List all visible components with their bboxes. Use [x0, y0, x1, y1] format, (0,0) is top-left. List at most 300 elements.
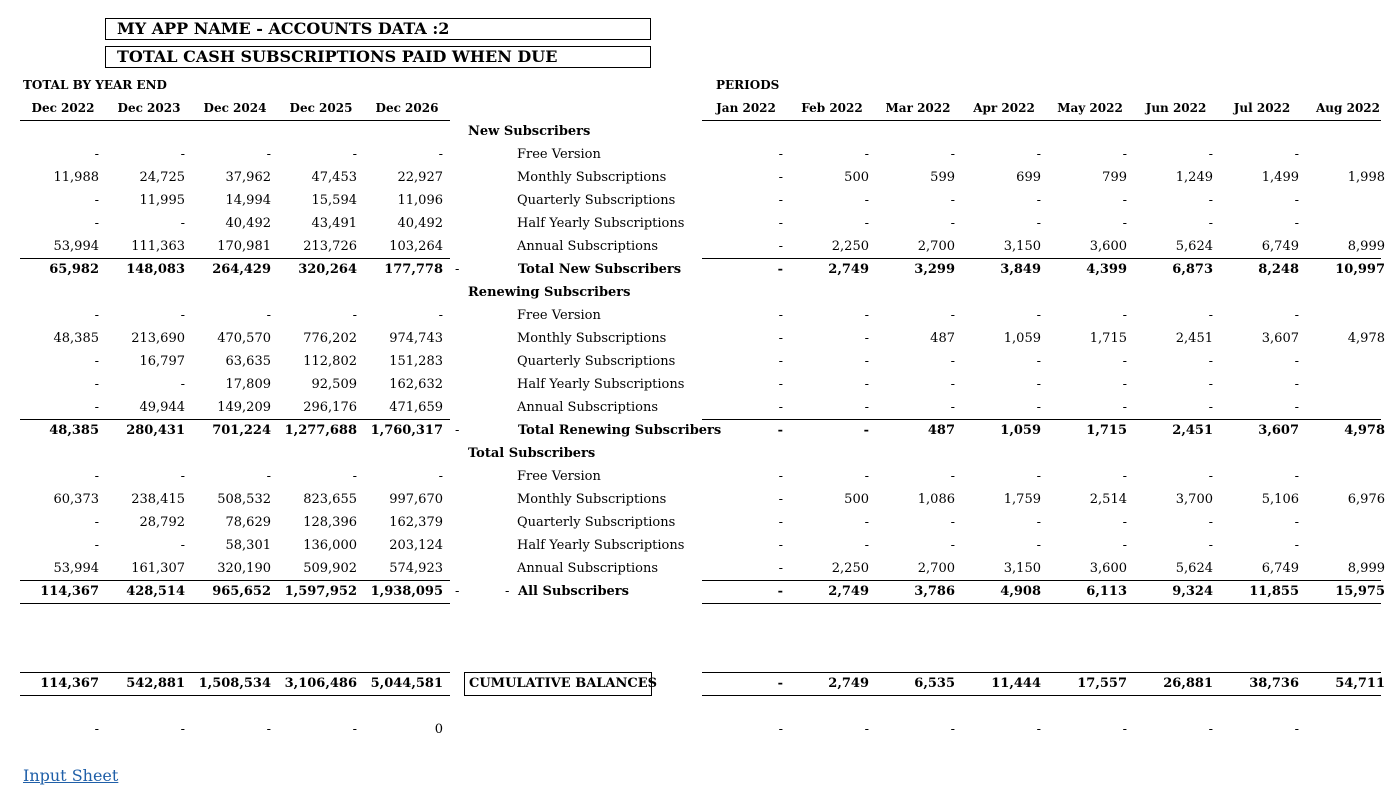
row-label: Free Version	[517, 147, 601, 162]
cumulative-period-cell: 26,881	[1163, 676, 1213, 691]
period-header: Jun 2022	[1145, 101, 1207, 115]
row-label: Quarterly Subscriptions	[517, 515, 676, 530]
period-cell: 3,700	[1175, 492, 1213, 507]
header-rule-right	[702, 120, 1381, 121]
year-cell: 11,995	[139, 193, 185, 208]
period-cell: 6,749	[1261, 561, 1299, 576]
year-cell: 974,743	[389, 331, 443, 346]
period-cell: 2,451	[1175, 331, 1213, 346]
period-cell: -	[1122, 400, 1127, 415]
table-row	[0, 147, 1381, 167]
period-cell: -	[950, 377, 955, 392]
period-cell: -	[778, 400, 783, 415]
period-cell: 3,600	[1089, 561, 1127, 576]
year-cell: -	[94, 377, 99, 392]
year-cell: 320,190	[217, 561, 271, 576]
period-cell: -	[950, 515, 955, 530]
year-cell: 162,632	[389, 377, 443, 392]
period-cell: 3,607	[1258, 423, 1299, 438]
period-cell: -	[1122, 308, 1127, 323]
year-cell: -	[438, 147, 443, 162]
period-cell: -	[1036, 216, 1041, 231]
period-cell: 3,607	[1261, 331, 1299, 346]
year-header: Dec 2024	[203, 101, 267, 115]
rule-cum-top-left	[20, 672, 450, 673]
period-cell: -	[778, 377, 783, 392]
year-cell: -	[94, 308, 99, 323]
period-cell: -	[1294, 377, 1299, 392]
period-cell: 10,997	[1335, 262, 1385, 277]
year-cell: 114,367	[40, 584, 99, 599]
period-cell: -	[1036, 469, 1041, 484]
check-year-cell: -	[94, 722, 99, 737]
table-row	[0, 331, 1385, 351]
rule-total-renewing-left	[20, 419, 450, 420]
table-row	[0, 515, 1381, 535]
row-label: Free Version	[517, 469, 601, 484]
period-header: Feb 2022	[801, 101, 863, 115]
period-cell: -	[1122, 538, 1127, 553]
period-cell: 3,849	[1000, 262, 1041, 277]
table-row	[0, 722, 1381, 742]
period-cell: -	[1294, 308, 1299, 323]
period-cell: -	[778, 216, 783, 231]
period-cell: -	[1122, 147, 1127, 162]
row-label: Total Renewing Subscribers	[518, 423, 722, 438]
period-cell: 1,249	[1175, 170, 1213, 185]
rule-total-new-right	[702, 258, 1381, 259]
period-cell: 500	[844, 492, 869, 507]
year-end-heading: TOTAL BY YEAR END	[23, 78, 167, 92]
check-year-cell: 0	[434, 722, 443, 737]
table-row	[0, 400, 1381, 420]
period-cell: 3,786	[914, 584, 955, 599]
year-cell: 177,778	[384, 262, 443, 277]
row-label: Half Yearly Subscriptions	[517, 216, 685, 231]
period-cell: 487	[930, 331, 955, 346]
period-cell: -	[778, 331, 783, 346]
cumulative-period-cell: 54,711	[1335, 676, 1385, 691]
table-row	[0, 216, 1381, 236]
year-cell: 508,532	[217, 492, 271, 507]
year-cell: 509,902	[303, 561, 357, 576]
table-row	[0, 561, 1385, 581]
period-cell: 5,624	[1175, 239, 1213, 254]
period-cell: -	[1208, 469, 1213, 484]
year-cell: 103,264	[389, 239, 443, 254]
period-cell: 1,086	[917, 492, 955, 507]
rule-total-renewing-right	[702, 419, 1381, 420]
year-header: Dec 2023	[117, 101, 181, 115]
year-cell: 1,277,688	[284, 423, 357, 438]
period-cell: 1,499	[1261, 170, 1299, 185]
rule-cum-top-right	[702, 672, 1381, 673]
row-label: Annual Subscriptions	[517, 400, 659, 415]
year-cell: -	[94, 538, 99, 553]
year-cell: -	[266, 469, 271, 484]
period-cell: 8,999	[1347, 239, 1385, 254]
period-cell: 8,999	[1347, 561, 1385, 576]
input-sheet-link[interactable]: Input Sheet	[23, 766, 119, 785]
period-cell: -	[1208, 193, 1213, 208]
year-cell: -	[180, 308, 185, 323]
check-period-cell: -	[778, 722, 783, 737]
row-label: Annual Subscriptions	[517, 239, 659, 254]
check-period-cell: -	[1294, 722, 1299, 737]
period-cell: 487	[927, 423, 955, 438]
period-cell: 3,600	[1089, 239, 1127, 254]
period-cell: -	[1036, 354, 1041, 369]
period-cell: -	[864, 331, 869, 346]
cumulative-year-cell: 1,508,534	[198, 676, 271, 691]
period-cell: -	[1294, 193, 1299, 208]
year-cell: 1,938,095	[370, 584, 443, 599]
year-cell: 22,927	[397, 170, 443, 185]
period-cell: 3,299	[914, 262, 955, 277]
year-cell: -	[94, 216, 99, 231]
period-cell: -	[1208, 515, 1213, 530]
year-cell: 213,690	[131, 331, 185, 346]
period-cell: -	[777, 423, 783, 438]
report-title: TOTAL CASH SUBSCRIPTIONS PAID WHEN DUE	[105, 46, 651, 68]
period-cell: 1,715	[1086, 423, 1127, 438]
year-cell: 37,962	[225, 170, 271, 185]
period-cell: -	[864, 538, 869, 553]
table-row	[0, 469, 1381, 489]
year-cell: -	[180, 538, 185, 553]
period-header: Jan 2022	[716, 101, 776, 115]
periods-heading: PERIODS	[716, 78, 780, 92]
period-cell: -	[950, 193, 955, 208]
separator-dash: -	[455, 423, 460, 438]
period-cell: -	[864, 515, 869, 530]
period-cell: -	[778, 239, 783, 254]
year-cell: 28,792	[139, 515, 185, 530]
year-cell: 1,760,317	[370, 423, 443, 438]
period-header: Apr 2022	[973, 101, 1035, 115]
year-cell: -	[180, 216, 185, 231]
period-cell: 6,749	[1261, 239, 1299, 254]
period-cell: -	[1122, 354, 1127, 369]
table-row	[0, 492, 1385, 512]
year-cell: 24,725	[139, 170, 185, 185]
cumulative-period-cell: 6,535	[914, 676, 955, 691]
rule-all-top-left	[20, 580, 450, 581]
table-row	[0, 262, 1385, 282]
period-cell: -	[950, 354, 955, 369]
year-cell: 965,652	[212, 584, 271, 599]
period-cell: -	[778, 538, 783, 553]
period-cell: 1,059	[1003, 331, 1041, 346]
period-cell: -	[778, 308, 783, 323]
check-period-cell: -	[1208, 722, 1213, 737]
check-year-cell: -	[266, 722, 271, 737]
period-cell: -	[1208, 354, 1213, 369]
row-label: Quarterly Subscriptions	[517, 354, 676, 369]
period-cell: 15,975	[1335, 584, 1385, 599]
period-cell: 2,514	[1089, 492, 1127, 507]
period-cell: 8,248	[1258, 262, 1299, 277]
period-header: Aug 2022	[1315, 101, 1380, 115]
period-cell: -	[950, 400, 955, 415]
year-cell: 470,570	[217, 331, 271, 346]
year-cell: 170,981	[217, 239, 271, 254]
table-row	[0, 377, 1381, 397]
row-label: Total New Subscribers	[518, 262, 682, 277]
year-cell: 65,982	[49, 262, 99, 277]
year-cell: 92,509	[311, 377, 357, 392]
table-row	[0, 170, 1385, 190]
period-cell: -	[778, 515, 783, 530]
year-cell: 162,379	[389, 515, 443, 530]
check-period-cell: -	[1036, 722, 1041, 737]
year-cell: -	[94, 193, 99, 208]
period-cell: -	[778, 147, 783, 162]
period-cell: 1,715	[1089, 331, 1127, 346]
row-label: Half Yearly Subscriptions	[517, 377, 685, 392]
period-cell: 2,451	[1172, 423, 1213, 438]
period-cell: -	[1208, 400, 1213, 415]
year-cell: -	[180, 469, 185, 484]
period-cell: 4,399	[1086, 262, 1127, 277]
year-cell: 78,629	[225, 515, 271, 530]
period-cell: -	[778, 469, 783, 484]
period-cell: -	[1294, 216, 1299, 231]
table-row	[0, 354, 1381, 374]
period-cell: -	[864, 147, 869, 162]
cumulative-period-cell: 17,557	[1077, 676, 1127, 691]
period-cell: -	[864, 216, 869, 231]
cumulative-year-cell: 3,106,486	[284, 676, 357, 691]
period-cell: -	[950, 538, 955, 553]
year-cell: 111,363	[131, 239, 185, 254]
table-row	[0, 308, 1381, 328]
period-cell: -	[1294, 354, 1299, 369]
period-cell: 4,978	[1347, 331, 1385, 346]
year-cell: 128,396	[303, 515, 357, 530]
year-cell: -	[180, 147, 185, 162]
year-cell: 149,209	[217, 400, 271, 415]
year-cell: 161,307	[131, 561, 185, 576]
period-cell: 2,749	[828, 584, 869, 599]
period-cell: -	[778, 561, 783, 576]
check-period-cell: -	[1122, 722, 1127, 737]
cumulative-period-cell: 11,444	[991, 676, 1041, 691]
year-header: Dec 2022	[31, 101, 95, 115]
row-label: All Subscribers	[518, 584, 629, 599]
period-cell: -	[1036, 538, 1041, 553]
period-cell: -	[1208, 308, 1213, 323]
period-cell: 599	[930, 170, 955, 185]
period-cell: -	[864, 308, 869, 323]
period-cell: 11,855	[1249, 584, 1299, 599]
rule-all-bottom-left	[20, 603, 450, 604]
year-cell: -	[352, 147, 357, 162]
period-cell: -	[1036, 377, 1041, 392]
year-cell: 16,797	[139, 354, 185, 369]
period-cell: 3,150	[1003, 561, 1041, 576]
period-header: Mar 2022	[885, 101, 951, 115]
period-cell: -	[864, 193, 869, 208]
year-cell: -	[94, 515, 99, 530]
row-label: Monthly Subscriptions	[517, 331, 667, 346]
period-cell: 2,250	[831, 239, 869, 254]
year-cell: -	[94, 147, 99, 162]
row-label: Quarterly Subscriptions	[517, 193, 676, 208]
period-cell: -	[1294, 147, 1299, 162]
period-cell: -	[863, 423, 869, 438]
section-renewing-subscribers: Renewing Subscribers	[468, 285, 631, 300]
row-label: Half Yearly Subscriptions	[517, 538, 685, 553]
period-cell: -	[777, 584, 783, 599]
year-header: Dec 2025	[289, 101, 353, 115]
year-cell: 48,385	[49, 423, 99, 438]
table-row	[0, 538, 1381, 558]
cumulative-balances-label: CUMULATIVE BALANCES	[464, 672, 652, 696]
year-cell: 1,597,952	[284, 584, 357, 599]
period-cell: -	[778, 193, 783, 208]
app-title: MY APP NAME - ACCOUNTS DATA :2	[105, 18, 651, 40]
year-cell: 574,923	[389, 561, 443, 576]
year-cell: 280,431	[126, 423, 185, 438]
header-rule-left	[20, 120, 450, 121]
year-cell: 17,809	[225, 377, 271, 392]
period-cell: -	[1208, 216, 1213, 231]
period-cell: -	[1208, 538, 1213, 553]
separator-dash: -	[455, 584, 460, 599]
table-row	[0, 584, 1385, 604]
period-cell: 1,759	[1003, 492, 1041, 507]
year-cell: 53,994	[53, 561, 99, 576]
table-row	[0, 676, 1385, 696]
separator-dash: -	[455, 262, 460, 277]
check-year-cell: -	[352, 722, 357, 737]
year-cell: 15,594	[311, 193, 357, 208]
period-cell: -	[1036, 193, 1041, 208]
year-cell: 320,264	[298, 262, 357, 277]
year-cell: 47,453	[311, 170, 357, 185]
table-row	[0, 239, 1385, 259]
cumulative-period-cell: 38,736	[1249, 676, 1299, 691]
separator-dash: -	[505, 584, 510, 599]
period-cell: -	[1036, 147, 1041, 162]
section-total-subscribers: Total Subscribers	[468, 446, 596, 461]
year-cell: -	[180, 377, 185, 392]
period-cell: -	[864, 354, 869, 369]
check-year-cell: -	[180, 722, 185, 737]
row-label: Monthly Subscriptions	[517, 492, 667, 507]
row-label: Monthly Subscriptions	[517, 170, 667, 185]
period-cell: -	[864, 469, 869, 484]
table-row	[0, 423, 1385, 443]
period-cell: -	[1294, 400, 1299, 415]
year-cell: 776,202	[303, 331, 357, 346]
year-cell: 238,415	[131, 492, 185, 507]
year-cell: 53,994	[53, 239, 99, 254]
period-cell: 4,908	[1000, 584, 1041, 599]
cumulative-year-cell: 5,044,581	[370, 676, 443, 691]
period-cell: 500	[844, 170, 869, 185]
period-cell: -	[1208, 377, 1213, 392]
period-cell: 799	[1102, 170, 1127, 185]
section-new-subscribers: New Subscribers	[468, 124, 591, 139]
year-cell: -	[94, 469, 99, 484]
period-cell: -	[950, 308, 955, 323]
cumulative-year-cell: 114,367	[40, 676, 99, 691]
period-cell: -	[1208, 147, 1213, 162]
period-cell: 3,150	[1003, 239, 1041, 254]
period-cell: 5,624	[1175, 561, 1213, 576]
period-cell: -	[950, 469, 955, 484]
period-cell: -	[778, 492, 783, 507]
period-cell: -	[1122, 377, 1127, 392]
period-cell: 2,749	[828, 262, 869, 277]
period-cell: -	[1122, 216, 1127, 231]
check-period-cell: -	[950, 722, 955, 737]
year-cell: -	[352, 308, 357, 323]
cumulative-period-cell: 2,749	[828, 676, 869, 691]
period-cell: 6,873	[1172, 262, 1213, 277]
table-row	[0, 193, 1381, 213]
period-cell: -	[864, 400, 869, 415]
period-cell: -	[1294, 469, 1299, 484]
year-cell: 14,994	[225, 193, 271, 208]
period-cell: 1,998	[1347, 170, 1385, 185]
year-cell: 60,373	[53, 492, 99, 507]
year-cell: 112,802	[303, 354, 357, 369]
period-cell: -	[778, 354, 783, 369]
rule-all-bottom-right	[702, 603, 1381, 604]
period-header: Jul 2022	[1233, 101, 1291, 115]
year-cell: 701,224	[212, 423, 271, 438]
rule-total-new-left	[20, 258, 450, 259]
year-cell: 11,096	[397, 193, 443, 208]
year-cell: 151,283	[389, 354, 443, 369]
period-header: May 2022	[1057, 101, 1123, 115]
year-header: Dec 2026	[375, 101, 439, 115]
year-cell: 11,988	[53, 170, 99, 185]
period-cell: 4,978	[1344, 423, 1385, 438]
year-cell: 428,514	[126, 584, 185, 599]
period-cell: -	[1122, 193, 1127, 208]
period-cell: 5,106	[1261, 492, 1299, 507]
year-cell: 264,429	[212, 262, 271, 277]
year-cell: 49,944	[139, 400, 185, 415]
year-cell: 296,176	[303, 400, 357, 415]
period-cell: 9,324	[1172, 584, 1213, 599]
year-cell: 203,124	[389, 538, 443, 553]
period-cell: 6,976	[1347, 492, 1385, 507]
year-cell: -	[438, 469, 443, 484]
period-cell: -	[1036, 308, 1041, 323]
year-cell: 63,635	[225, 354, 271, 369]
year-cell: 43,491	[311, 216, 357, 231]
year-cell: -	[352, 469, 357, 484]
year-cell: 58,301	[225, 538, 271, 553]
year-cell: 40,492	[225, 216, 271, 231]
period-cell: -	[950, 216, 955, 231]
period-cell: -	[1036, 400, 1041, 415]
period-cell: -	[864, 377, 869, 392]
period-cell: -	[778, 170, 783, 185]
cumulative-year-cell: 542,881	[126, 676, 185, 691]
period-cell: -	[777, 262, 783, 277]
year-cell: -	[266, 147, 271, 162]
period-cell: 699	[1016, 170, 1041, 185]
period-cell: 2,700	[917, 561, 955, 576]
period-cell: -	[1294, 515, 1299, 530]
year-cell: 40,492	[397, 216, 443, 231]
